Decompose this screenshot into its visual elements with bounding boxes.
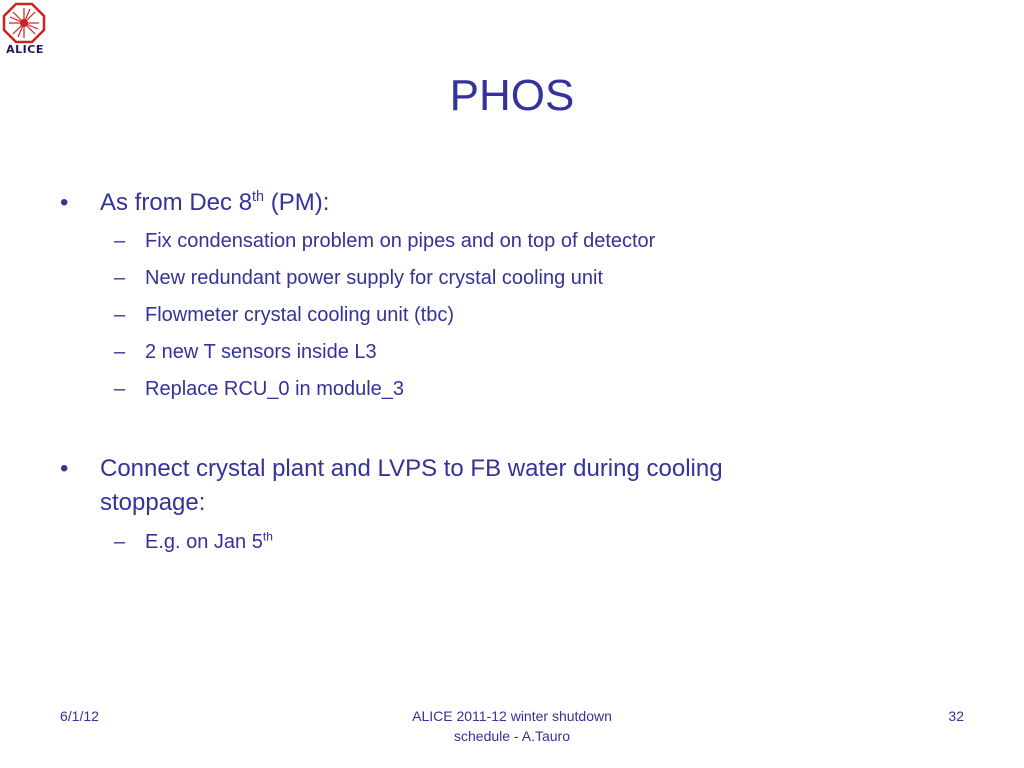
sub-item-text: New redundant power supply for crystal cooling unit (145, 267, 604, 289)
sub-item-text: E.g. on Jan 5th (145, 529, 273, 553)
footer-title-line2: schedule - A.Tauro (454, 728, 570, 744)
alice-logo-text: ALICE (6, 43, 44, 56)
superscript: th (252, 189, 265, 205)
slide-title: PHOS (449, 71, 575, 120)
superscript: th (262, 529, 273, 544)
sub-item-text: Replace RCU_0 in module_3 (145, 378, 405, 400)
bullet-mark: • (60, 189, 69, 216)
bullet-2-text (100, 452, 860, 520)
page-number: 32 (948, 708, 964, 724)
sub-item-mark: – (114, 230, 126, 252)
sub-item-mark: – (114, 341, 126, 363)
sub-item-mark: – (114, 267, 126, 289)
sub-item-mark: – (114, 531, 126, 553)
sub-item-text: 2 new T sensors inside L3 (145, 341, 377, 363)
bullet-1-text: As from Dec 8th (PM): (100, 189, 330, 216)
bullet-2-line2: stoppage: (100, 489, 206, 516)
sub-item-text: Flowmeter crystal cooling unit (tbc) (145, 304, 454, 326)
footer-title-line1: ALICE 2011-12 winter shutdown (412, 708, 612, 724)
sub-item-text: Fix condensation problem on pipes and on top of detector (145, 230, 656, 252)
bullet-2-line1: Connect crystal plant and LVPS to FB water during cooling (100, 455, 723, 482)
footer-title (362, 706, 662, 746)
bullet-mark: • (60, 455, 69, 482)
sub-item-mark: – (114, 304, 126, 326)
footer-date: 6/1/12 (60, 708, 99, 724)
sub-item-mark: – (114, 378, 126, 400)
